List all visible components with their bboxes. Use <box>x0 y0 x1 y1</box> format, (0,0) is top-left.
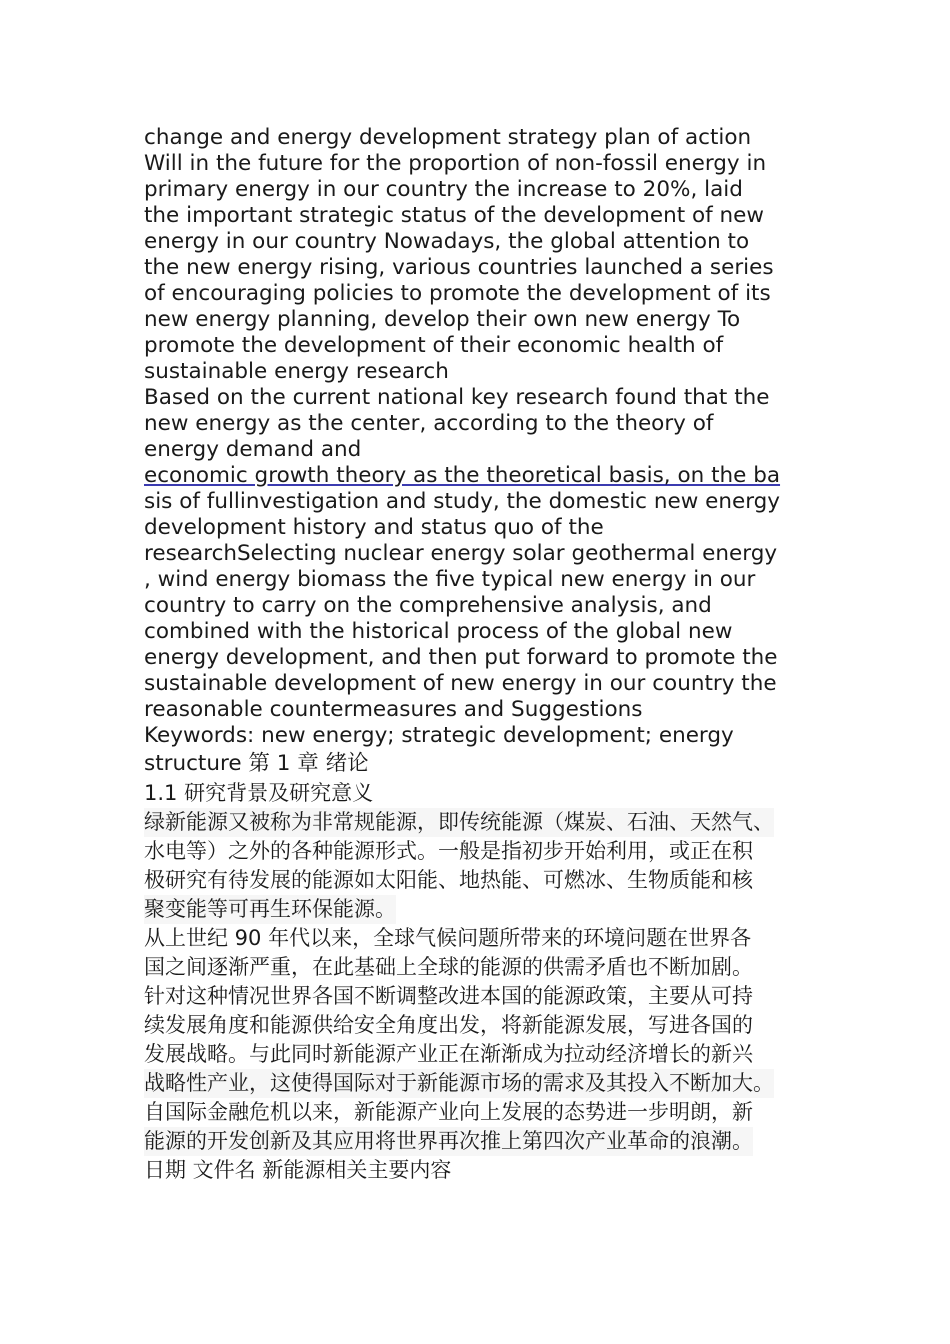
text-line: reasonable countermeasures and Suggestions <box>144 697 643 722</box>
text-line: energy in our country Nowadays, the global attention to <box>144 229 750 254</box>
section-heading: 1.1 研究背景及研究意义 <box>144 781 374 805</box>
text-line: the new energy rising, various countries launched a series <box>144 255 774 280</box>
text-line: sis of fullinvestigation and study, the domestic new energy <box>144 489 781 514</box>
text-line: primary energy in our country the increase to 20%, laid <box>144 177 743 202</box>
keywords-line: structure 第 1 章 绪论 <box>144 751 369 776</box>
text-line: new energy planning, develop their own new energy To <box>144 307 741 332</box>
text-line: combined with the historical process of the global new <box>144 619 733 644</box>
text-line: researchSelecting nuclear energy solar geothermal energy <box>144 541 778 566</box>
chinese-paragraph-2 <box>144 924 814 1156</box>
text-line: promote the development of their economic health of <box>144 333 724 358</box>
text-line: 续发展角度和能源供给安全角度出发，将新能源发展，写进各国的 <box>144 1013 753 1037</box>
chinese-paragraph-1 <box>144 808 814 924</box>
text-line: Will in the future for the proportion of non-fossil energy in <box>144 151 767 176</box>
english-paragraph-1 <box>144 125 814 385</box>
text-line: of encouraging policies to promote the development of its <box>144 281 771 306</box>
text-line: 水电等）之外的各种能源形式。一般是指初步开始利用，或正在积 <box>144 839 753 863</box>
text-line: 国之间逐渐严重，在此基础上全球的能源的供需矛盾也不断加剧。 <box>144 955 753 979</box>
text-line: 聚变能等可再生环保能源。 <box>144 895 396 924</box>
text-line: 绿新能源又被称为非常规能源，即传统能源（煤炭、石油、天然气、 <box>144 808 774 837</box>
document-body <box>144 125 814 1185</box>
text-line: 针对这种情况世界各国不断调整改进本国的能源政策，主要从可持 <box>144 984 753 1008</box>
text-line: 自国际金融危机以来，新能源产业向上发展的态势进一步明朗，新 <box>144 1100 753 1124</box>
table-header: 日期 文件名 新能源相关主要内容 <box>144 1158 452 1182</box>
text-line: economic growth theory as the theoretical basis, on the ba <box>144 463 781 488</box>
text-line: change and energy development strategy plan of action <box>144 125 752 150</box>
text-line: sustainable energy research <box>144 359 449 384</box>
keywords <box>144 723 814 779</box>
text-line: 极研究有待发展的能源如太阳能、地热能、可燃冰、生物质能和核 <box>144 868 753 892</box>
text-line: energy demand and <box>144 437 362 462</box>
text-line: new energy as the center, according to the theory of <box>144 411 714 436</box>
text-line: 从上世纪 90 年代以来，全球气候问题所带来的环境问题在世界各 <box>144 926 752 950</box>
text-line: 发展战略。与此同时新能源产业正在渐渐成为拉动经济增长的新兴 <box>144 1042 753 1066</box>
text-line: development history and status quo of the <box>144 515 604 540</box>
text-line: sustainable development of new energy in our country the <box>144 671 777 696</box>
text-line: country to carry on the comprehensive analysis, and <box>144 593 712 618</box>
text-line: , wind energy biomass the five typical new energy in our <box>144 567 756 592</box>
text-line: the important strategic status of the development of new <box>144 203 764 228</box>
text-line: energy development, and then put forward to promote the <box>144 645 778 670</box>
text-line: 战略性产业，这使得国际对于新能源市场的需求及其投入不断加大。 <box>144 1069 774 1098</box>
text-line: 能源的开发创新及其应用将世界再次推上第四次产业革命的浪潮。 <box>144 1127 753 1156</box>
english-paragraph-2 <box>144 385 814 723</box>
keywords-line: Keywords: new energy; strategic development; energy <box>144 723 734 748</box>
text-line: Based on the current national key research found that the <box>144 385 770 410</box>
